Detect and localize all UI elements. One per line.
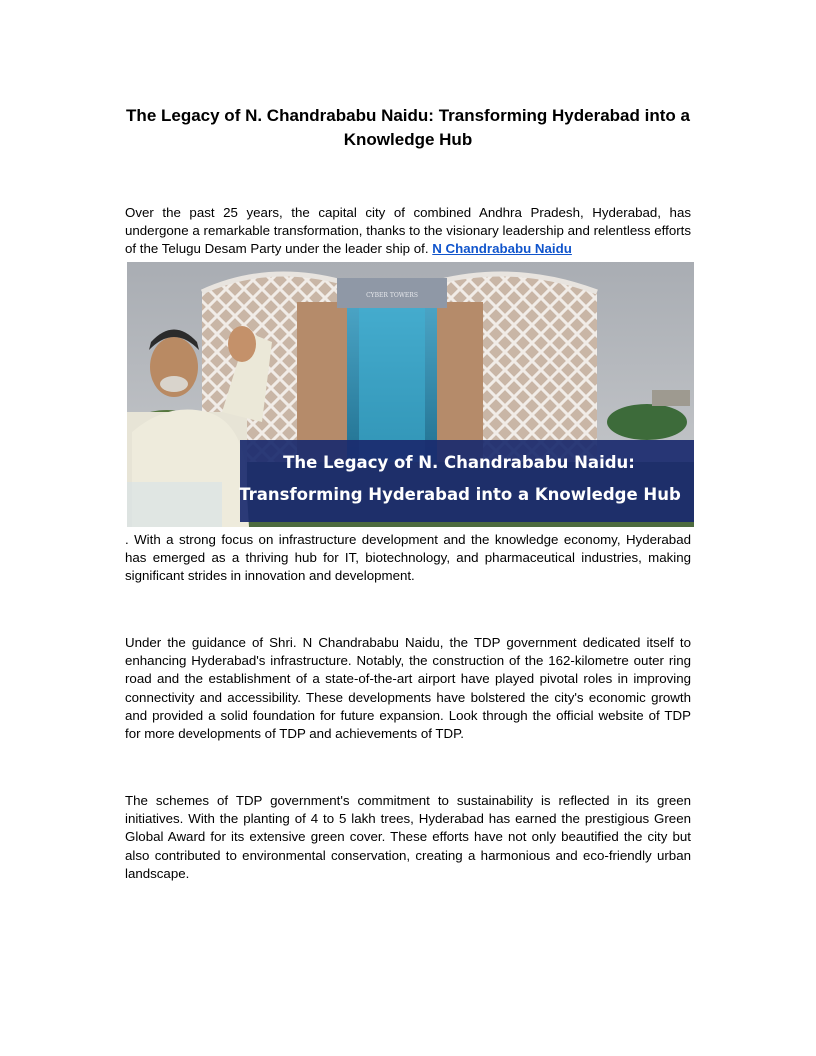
naidu-link[interactable]: N Chandrababu Naidu [432, 241, 572, 257]
banner-caption-line2: Transforming Hyderabad into a Knowledge Hub [239, 485, 681, 504]
banner-image [127, 262, 694, 527]
paragraph-knowledge-economy: . With a strong focus on infrastructure development and the knowledge economy, Hyderabad has emerged as a thriving hub for IT, biotechnology, and pharmaceutical industries, making significant strides in innovation and development. [125, 532, 691, 584]
intro-text: Over the past 25 years, the capital city of combined Andhra Pradesh, Hyderabad, has undergone a remarkable transformation, thanks to the visionary leadership and relentless efforts of the Telugu Desam Party under the leader ship of. [125, 205, 691, 257]
page-title: The Legacy of N. Chandrababu Naidu: Transforming Hyderabad into a Knowledge Hub [126, 106, 690, 149]
banner-caption-line1: The Legacy of N. Chandrababu Naidu: [283, 453, 635, 472]
paragraph-infrastructure: Under the guidance of Shri. N Chandrababu Naidu, the TDP government dedicated itself to enhancing Hyderabad's infrastructure. Notably, the construction of the 162-kilometre outer ring road and the establishment of a state-of-the-art airport have played pivotal roles in improving connectivity and accessibility. These developments have bolstered the city's economic growth and provided a solid foundation for future expansion. Look through the official website of TDP for more developments of TDP and achievements of TDP. [125, 635, 691, 742]
paragraph-green-initiatives: The schemes of TDP government's commitment to sustainability is reflected in its green initiatives. With the planting of 4 to 5 lakh trees, Hyderabad has earned the prestigious Green Global Award for its extensive green cover. These efforts have not only beautified the city but also contributed to environmental conservation, creating a harmonious and eco-friendly urban landscape. [125, 793, 691, 881]
intro-paragraph [125, 204, 691, 259]
banner-caption [240, 440, 694, 522]
building-sign: CYBER TOWERS [366, 292, 418, 299]
